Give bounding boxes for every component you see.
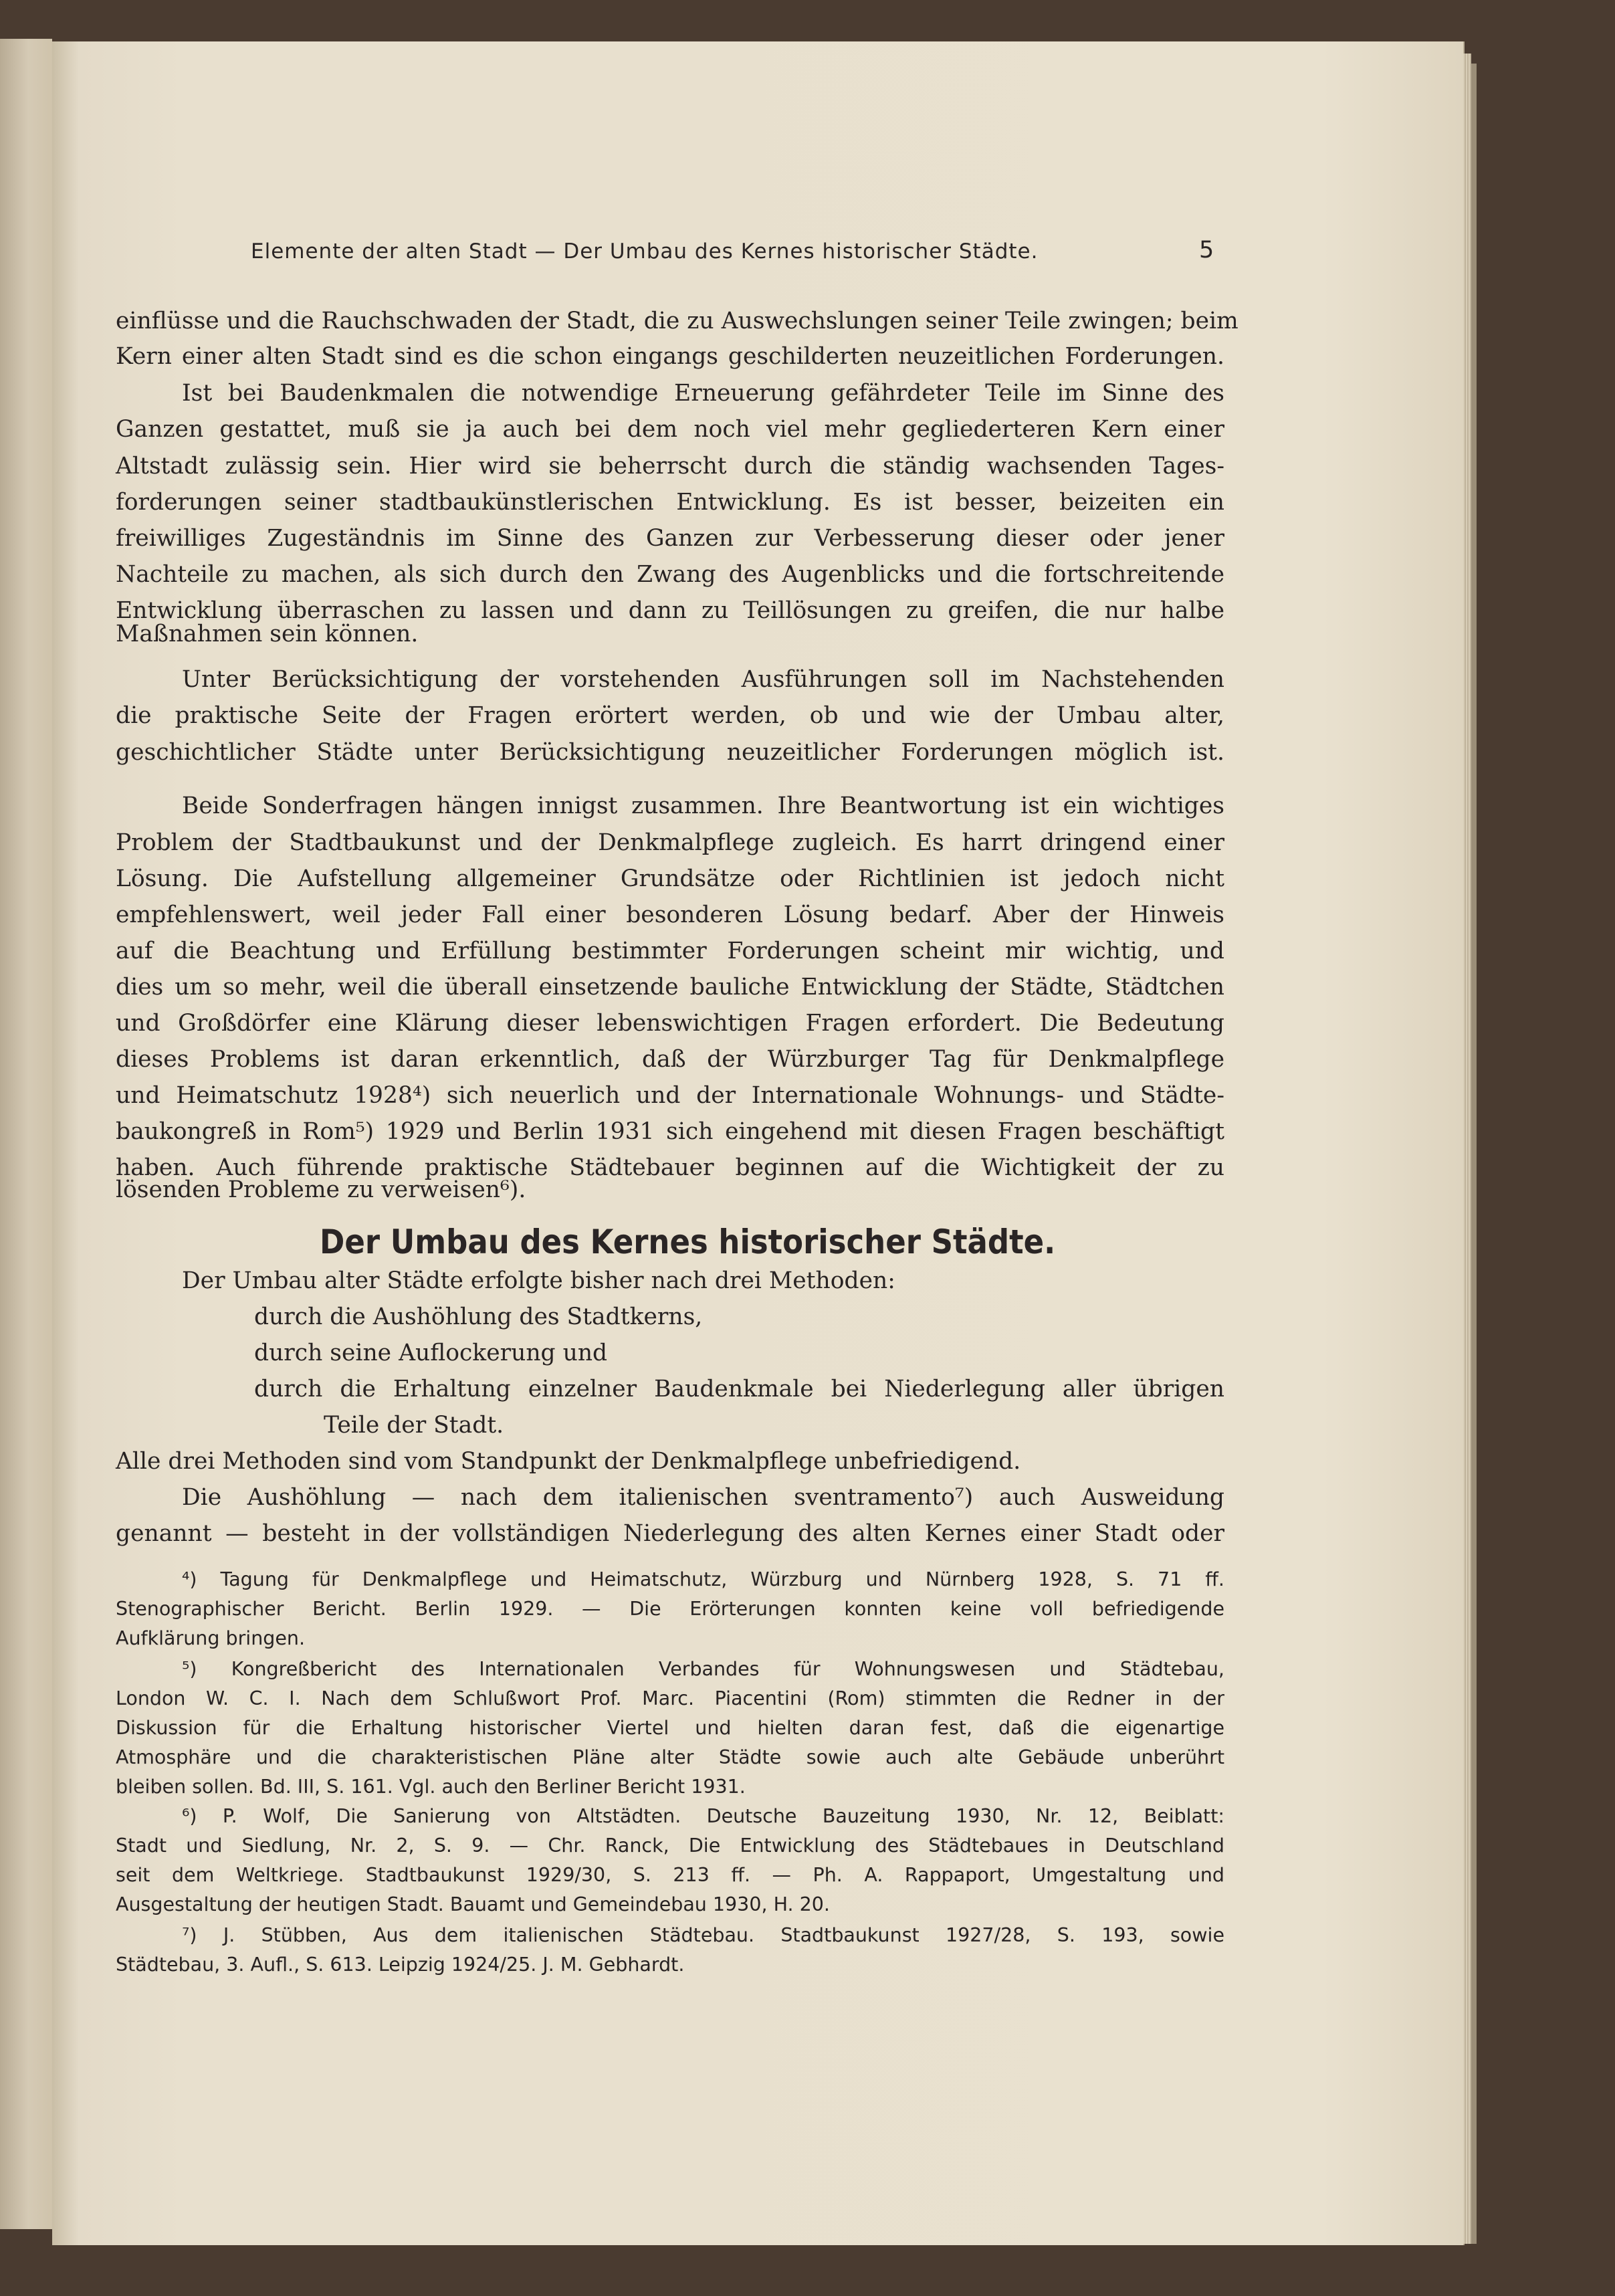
body-line: und Großdörfer eine Klärung dieser lebenswichtigen Fragen erfordert. Die Bedeutung bbox=[116, 1010, 1224, 1037]
body-line: Entwicklung überraschen zu lassen und dann zu Teillösungen zu greifen, die nur halbe bbox=[116, 597, 1224, 624]
page-number: 5 bbox=[1199, 237, 1214, 264]
footnote-line: ⁵) Kongreßbericht des Internationalen Verbandes für Wohnungswesen und Städtebau, bbox=[182, 1658, 1224, 1680]
footnote-line: ⁷) J. Stübben, Aus dem italienischen Städtebau. Stadtbaukunst 1927/28, S. 193, sowie bbox=[182, 1924, 1224, 1946]
running-header: Elemente der alten Stadt — Der Umbau des Kernes historischer Städte. bbox=[251, 239, 1039, 264]
method-line: durch die Aushöhlung des Stadtkerns, bbox=[254, 1303, 703, 1330]
body-line: Beide Sonderfragen hängen innigst zusammen. Ihre Beantwortung ist ein wichtiges bbox=[182, 793, 1224, 819]
footnote-line: Atmosphäre und die charakteristischen Pläne alter Städte sowie auch alte Gebäude unberührt bbox=[116, 1746, 1224, 1768]
body-line: Unter Berücksichtigung der vorstehenden Ausführungen soll im Nachstehenden bbox=[182, 666, 1224, 693]
footnote-line: Stenographischer Bericht. Berlin 1929. — Die Erörterungen konnten keine voll befriedigende bbox=[116, 1598, 1224, 1620]
body-line: Lösung. Die Aufstellung allgemeiner Grundsätze oder Richtlinien ist jedoch nicht bbox=[116, 865, 1224, 892]
page-stack-edge bbox=[1463, 54, 1471, 2244]
body-line: und Heimatschutz 1928⁴) sich neuerlich und der Internationale Wohnungs- und Städte- bbox=[116, 1082, 1224, 1109]
body-line: baukongreß in Rom⁵) 1929 und Berlin 1931 sich eingehend mit diesen Fragen beschäftigt bbox=[116, 1118, 1224, 1145]
section-line: Alle drei Methoden sind vom Standpunkt der Denkmalpflege unbefriedigend. bbox=[116, 1448, 1021, 1475]
method-line: Teile der Stadt. bbox=[324, 1412, 504, 1439]
footnote-line: seit dem Weltkriege. Stadtbaukunst 1929/30, S. 213 ff. — Ph. A. Rappaport, Umgestaltung und bbox=[116, 1864, 1224, 1886]
body-line: dies um so mehr, weil die überall einsetzende bauliche Entwicklung der Städte, Städtchen bbox=[116, 974, 1224, 1001]
section-line: genannt — besteht in der vollständigen Niederlegung des alten Kernes einer Stadt oder bbox=[116, 1520, 1224, 1547]
body-line: Kern einer alten Stadt sind es die schon eingangs geschilderten neuzeitlichen Forderungen. bbox=[116, 343, 1224, 370]
method-line: durch die Erhaltung einzelner Baudenkmale bei Niederlegung aller übrigen bbox=[254, 1376, 1224, 1402]
section-heading: Der Umbau des Kernes historischer Städte. bbox=[320, 1223, 1056, 1261]
section-line: Der Umbau alter Städte erfolgte bisher nach drei Methoden: bbox=[182, 1267, 895, 1294]
body-line: die praktische Seite der Fragen erörtert werden, ob und wie der Umbau alter, bbox=[116, 702, 1224, 729]
book-cover-edge bbox=[1471, 64, 1477, 2244]
body-line: geschichtlicher Städte unter Berücksichtigung neuzeitlicher Forderungen möglich ist. bbox=[116, 739, 1224, 766]
facing-page-edge bbox=[0, 39, 52, 2229]
body-line: Altstadt zulässig sein. Hier wird sie beherrscht durch die ständig wachsenden Tages- bbox=[116, 453, 1224, 480]
footnote-line: ⁶) P. Wolf, Die Sanierung von Altstädten. Deutsche Bauzeitung 1930, Nr. 12, Beiblatt: bbox=[182, 1805, 1224, 1827]
body-line: lösenden Probleme zu verweisen⁶). bbox=[116, 1176, 526, 1203]
body-line: einflüsse und die Rauchschwaden der Stadt, die zu Auswechslungen seiner Teile zwingen; beim bbox=[116, 308, 1239, 334]
method-line: durch seine Auflockerung und bbox=[254, 1340, 608, 1366]
footnote-line: bleiben sollen. Bd. III, S. 161. Vgl. auch den Berliner Bericht 1931. bbox=[116, 1776, 746, 1798]
body-line: Problem der Stadtbaukunst und der Denkmalpflege zugleich. Es harrt dringend einer bbox=[116, 829, 1224, 856]
footnote-line: London W. C. I. Nach dem Schlußwort Prof. Marc. Piacentini (Rom) stimmten die Redner in der bbox=[116, 1687, 1224, 1709]
body-line: Nachteile zu machen, als sich durch den Zwang des Augenblicks und die fortschreitende bbox=[116, 561, 1224, 588]
body-line: freiwilliges Zugeständnis im Sinne des Ganzen zur Verbesserung dieser oder jener bbox=[116, 525, 1224, 552]
body-line: auf die Beachtung und Erfüllung bestimmter Forderungen scheint mir wichtig, und bbox=[116, 938, 1224, 964]
footnote-line: ⁴) Tagung für Denkmalpflege und Heimatschutz, Würzburg und Nürnberg 1928, S. 71 ff. bbox=[182, 1568, 1224, 1590]
footnote-line: Ausgestaltung der heutigen Stadt. Bauamt und Gemeindebau 1930, H. 20. bbox=[116, 1893, 830, 1915]
body-line: empfehlenswert, weil jeder Fall einer besonderen Lösung bedarf. Aber der Hinweis bbox=[116, 902, 1224, 928]
body-line: Ganzen gestattet, muß sie ja auch bei dem noch viel mehr gegliederteren Kern einer bbox=[116, 416, 1224, 443]
footnote-line: Städtebau, 3. Aufl., S. 613. Leipzig 1924/25. J. M. Gebhardt. bbox=[116, 1954, 685, 1976]
body-line: Ist bei Baudenkmalen die notwendige Erneuerung gefährdeter Teile im Sinne des bbox=[182, 380, 1224, 407]
footnote-line: Aufklärung bringen. bbox=[116, 1627, 306, 1649]
body-line: Maßnahmen sein können. bbox=[116, 621, 419, 647]
section-line: Die Aushöhlung — nach dem italienischen sventramento⁷) auch Ausweidung bbox=[182, 1484, 1224, 1511]
footnote-line: Stadt und Siedlung, Nr. 2, S. 9. — Chr. Ranck, Die Entwicklung des Städtebaues in Deutschland bbox=[116, 1835, 1224, 1857]
body-line: forderungen seiner stadtbaukünstlerischen Entwicklung. Es ist besser, beizeiten ein bbox=[116, 489, 1224, 516]
footnote-line: Diskussion für die Erhaltung historischer Viertel und hielten daran fest, daß die eigenartige bbox=[116, 1717, 1224, 1739]
body-line: dieses Problems ist daran erkenntlich, daß der Würzburger Tag für Denkmalpflege bbox=[116, 1046, 1224, 1073]
body-line: haben. Auch führende praktische Städtebauer beginnen auf die Wichtigkeit der zu bbox=[116, 1154, 1224, 1181]
